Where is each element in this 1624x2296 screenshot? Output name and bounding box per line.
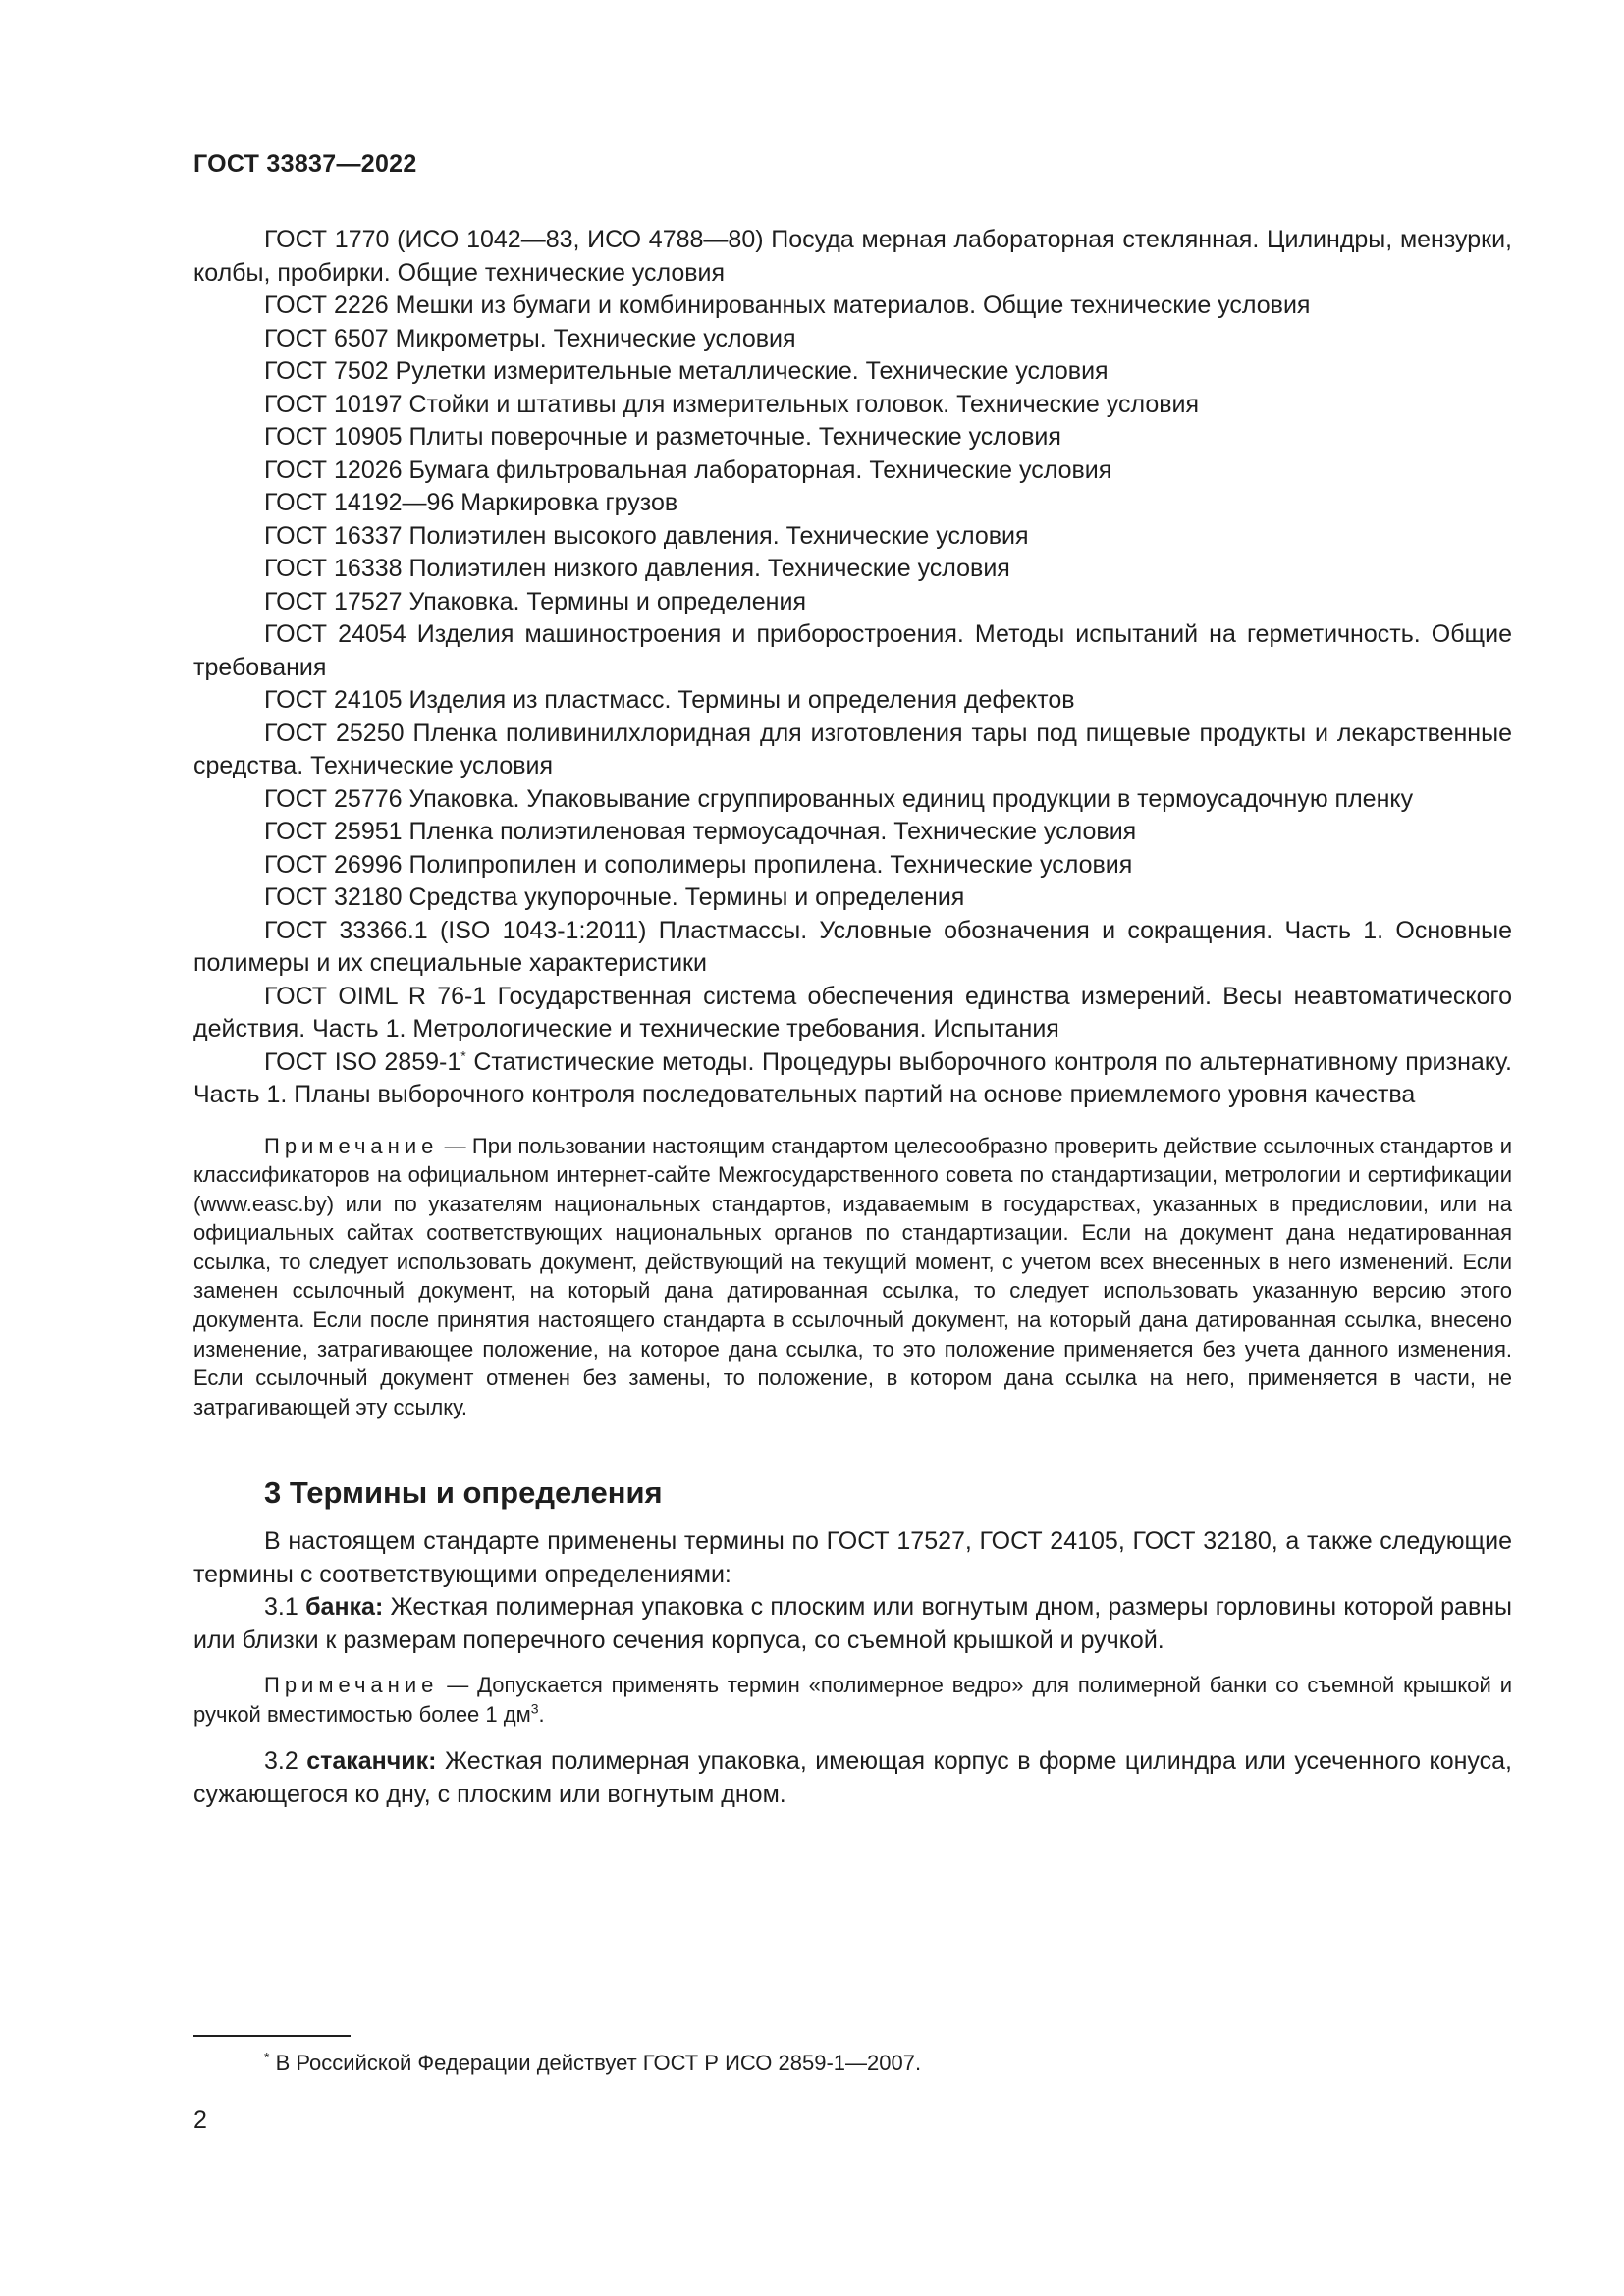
reference-item: ГОСТ 25951 Пленка полиэтиленовая термоусадочная. Технические условия bbox=[264, 818, 1137, 845]
reference-item: ГОСТ 7502 Рулетки измерительные металлические. Технические условия bbox=[264, 357, 1109, 385]
reference-item-iso bbox=[193, 1046, 1512, 1112]
reference-item: ГОСТ 25776 Упаковка. Упаковывание сгруппированных единиц продукции в термоусадочную пленку bbox=[264, 784, 1414, 813]
reference-item: ГОСТ 26996 Полипропилен и сополимеры пропилена. Технические условия bbox=[264, 850, 1133, 879]
term-name: банка: bbox=[305, 1593, 384, 1622]
reference-item: ГОСТ 25250 Пленка поливинилхлоридная для изготовления тары под пищевые продукты и лекарственные средства. Технические условия bbox=[193, 719, 1512, 779]
section-intro: В настоящем стандарте применены термины по ГОСТ 17527, ГОСТ 24105, ГОСТ 32180, а также следующие термины с соответствующими определениями: bbox=[193, 1527, 1512, 1588]
iso-ref-code: ГОСТ ISO 2859-1 bbox=[264, 1047, 461, 1076]
term-number: 3.2 bbox=[264, 1747, 307, 1776]
footnote-separator bbox=[193, 2035, 351, 2037]
reference-item: ГОСТ 16338 Полиэтилен низкого давления. Технические условия bbox=[264, 555, 1010, 582]
page-number: 2 bbox=[193, 2107, 207, 2134]
term-number: 3.1 bbox=[264, 1593, 306, 1622]
reference-item: ГОСТ 10905 Плиты поверочные и разметочные. Технические условия bbox=[264, 423, 1061, 451]
reference-item: ГОСТ 17527 Упаковка. Термины и определения bbox=[264, 587, 806, 615]
term-note bbox=[193, 1671, 1512, 1730]
footnote-text: В Российской Федерации действует ГОСТ Р ИСО 2859-1—2007. bbox=[269, 2051, 922, 2075]
note-dash: — bbox=[438, 1133, 472, 1158]
term-definition bbox=[193, 1745, 1512, 1811]
reference-item: ГОСТ 6507 Микрометры. Технические условия bbox=[264, 324, 796, 352]
reference-item: ГОСТ OIML R 76-1 Государственная система обеспечения единства измерений. Весы неавтоматического действия. Часть 1. Метрологические и технические требования. Испытания bbox=[193, 982, 1512, 1042]
page-body bbox=[193, 224, 1512, 1811]
note-text: Допускается применять термин «полимерное ведро» для полимерной банки со съемной крышкой и ручкой вместимостью более 1 дм bbox=[193, 1673, 1512, 1728]
reference-item: ГОСТ 32180 Средства укупорочные. Термины и определения bbox=[264, 883, 965, 911]
reference-item: ГОСТ 10197 Стойки и штативы для измерительных головок. Технические условия bbox=[264, 390, 1200, 418]
term-text: Жесткая полимерная упаковка, имеющая корпус в форме цилиндра или усеченного конуса, сужающегося ко дну, с плоским или вогнутым дном. bbox=[193, 1747, 1512, 1808]
note-text: При пользовании настоящим стандартом целесообразно проверить действие ссылочных стандартов и классификаторов на официальном интернет-сайте Межгосударственного совета по стандартизации, метрологии и сертификации (www.easc.by) или по указателям национальных стандартов, издаваемым в государствах, указанных в предисловии, или на официальных сайтах соответствующих национальных органов по стандартизации. Если на документ дана недатированная ссылка, то следует использовать документ, действующий на текущий момент, с учетом всех внесенных в него изменений. Если заменен ссылочный документ, на который дана датированная ссылка, то следует использовать указанную версию этого документа. Если после принятия настоящего стандарта в ссылочный документ, на который дана датированная ссылка, внесено изменение, затрагивающее положение, на которое дана ссылка, то это положение применяется без учета данного изменения. Если ссылочный документ отменен без замены, то положение, в котором дана ссылка на него, применяется в части, не затрагивающей эту ссылку. bbox=[193, 1133, 1512, 1419]
note-label: Примечание bbox=[264, 1673, 439, 1698]
term-text: Жесткая полимерная упаковка с плоским или вогнутым дном, размеры горловины которой равны или близки к размерам поперечного сечения корпуса, со съемной крышкой и ручкой. bbox=[193, 1593, 1513, 1654]
iso-ref-text: Статистические методы. Процедуры выборочного контроля по альтернативному признаку. Часть 1. Планы выборочного контроля последовательных партий на основе приемлемого уровня качества bbox=[193, 1047, 1512, 1108]
section-title: 3 Термины и определения bbox=[264, 1475, 663, 1511]
term-name: стаканчик: bbox=[306, 1747, 437, 1776]
reference-item: ГОСТ 16337 Полиэтилен высокого давления. Технические условия bbox=[264, 521, 1029, 550]
footnote bbox=[264, 2050, 921, 2077]
references-note bbox=[193, 1132, 1512, 1422]
reference-item: ГОСТ 24105 Изделия из пластмасс. Термины и определения дефектов bbox=[264, 686, 1075, 714]
note-dash: — bbox=[438, 1673, 478, 1698]
reference-item: ГОСТ 12026 Бумага фильтровальная лабораторная. Технические условия bbox=[264, 455, 1112, 484]
footnote-marker: * bbox=[264, 2049, 270, 2065]
reference-item: ГОСТ 2226 Мешки из бумаги и комбинированных материалов. Общие технические условия bbox=[264, 292, 1311, 319]
normative-references-list bbox=[193, 224, 1512, 1112]
reference-item: ГОСТ 24054 Изделия машиностроения и приборостроения. Методы испытаний на герметичность. Общие требования bbox=[193, 620, 1512, 681]
reference-item: ГОСТ 14192—96 Маркировка грузов bbox=[264, 489, 678, 516]
term-definition bbox=[193, 1591, 1512, 1657]
footnote-marker: * bbox=[460, 1047, 466, 1064]
note-end: . bbox=[538, 1702, 545, 1728]
note-label: Примечание bbox=[264, 1133, 439, 1158]
reference-item: ГОСТ 33366.1 (ISO 1043-1:2011) Пластмассы. Условные обозначения и сокращения. Часть 1. Основные полимеры и их специальные характеристики bbox=[193, 916, 1512, 977]
reference-item: ГОСТ 1770 (ИСО 1042—83, ИСО 4788—80) Посуда мерная лабораторная стеклянная. Цилиндры, мензурки, колбы, пробирки. Общие технические условия bbox=[193, 226, 1512, 287]
document-code-header: ГОСТ 33837—2022 bbox=[193, 150, 417, 178]
superscript-exponent: 3 bbox=[530, 1701, 539, 1718]
